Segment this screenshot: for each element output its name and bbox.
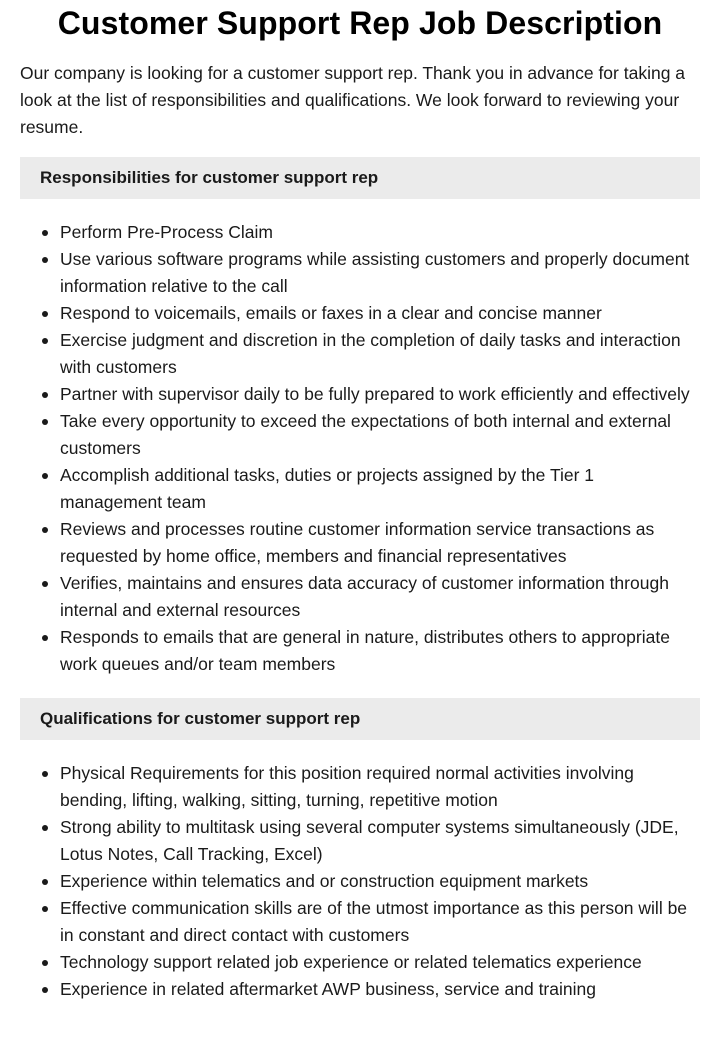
qualification-text: Physical Requirements for this position required normal activities involving bending, lifting, walking, sitting, turning, repetitive motion <box>60 763 634 810</box>
bullet-icon <box>42 338 48 344</box>
responsibility-text: Respond to voicemails, emails or faxes in a clear and concise manner <box>60 303 602 323</box>
responsibility-item <box>60 327 700 381</box>
qualification-text: Strong ability to multitask using several computer systems simultaneously (JDE, Lotus Notes, Call Tracking, Excel) <box>60 817 679 864</box>
qualification-item <box>60 976 700 1003</box>
responsibility-item <box>60 624 700 678</box>
qualification-item <box>60 949 700 976</box>
page-title: Customer Support Rep Job Description <box>57 5 663 41</box>
bullet-icon <box>42 987 48 993</box>
bullet-icon <box>42 473 48 479</box>
bullet-icon <box>42 419 48 425</box>
bullet-icon <box>42 230 48 236</box>
qualifications-heading: Qualifications for customer support rep <box>20 698 700 740</box>
responsibility-text: Exercise judgment and discretion in the completion of daily tasks and interaction with customers <box>60 330 681 377</box>
responsibility-text: Verifies, maintains and ensures data accuracy of customer information through internal and external resources <box>60 573 669 620</box>
bullet-icon <box>42 527 48 533</box>
bullet-icon <box>42 581 48 587</box>
qualification-item <box>60 895 700 949</box>
bullet-icon <box>42 311 48 317</box>
responsibility-item <box>60 570 700 624</box>
bullet-icon <box>42 879 48 885</box>
bullet-icon <box>42 825 48 831</box>
responsibility-item <box>60 246 700 300</box>
qualification-item <box>60 868 700 895</box>
bullet-icon <box>42 635 48 641</box>
responsibility-item <box>60 219 700 246</box>
bullet-icon <box>42 392 48 398</box>
responsibility-item <box>60 408 700 462</box>
responsibility-text: Accomplish additional tasks, duties or projects assigned by the Tier 1 management team <box>60 465 595 512</box>
qualification-text: Experience in related aftermarket AWP business, service and training <box>60 979 596 999</box>
responsibility-item <box>60 300 700 327</box>
qualification-text: Technology support related job experience or related telematics experience <box>60 952 642 972</box>
bullet-icon <box>42 906 48 912</box>
qualifications-list <box>20 760 700 1003</box>
responsibility-item <box>60 516 700 570</box>
qualification-text: Effective communication skills are of the utmost importance as this person will be in constant and direct contact with customers <box>60 898 688 945</box>
qualification-item <box>60 814 700 868</box>
responsibility-text: Use various software programs while assisting customers and properly document information relative to the call <box>60 249 690 296</box>
responsibility-text: Perform Pre-Process Claim <box>60 222 273 242</box>
bullet-icon <box>42 771 48 777</box>
bullet-icon <box>42 257 48 263</box>
responsibility-item <box>60 381 700 408</box>
responsibility-text: Partner with supervisor daily to be fully prepared to work efficiently and effectively <box>60 384 690 404</box>
responsibility-text: Reviews and processes routine customer information service transactions as requested by home office, members and financial representatives <box>60 519 655 566</box>
responsibility-text: Take every opportunity to exceed the expectations of both internal and external customers <box>60 411 671 458</box>
responsibility-item <box>60 462 700 516</box>
qualification-text: Experience within telematics and or construction equipment markets <box>60 871 589 891</box>
intro-paragraph: Our company is looking for a customer support rep. Thank you in advance for taking a look at the list of responsibilities and qualifications. We look forward to reviewing your resume. <box>20 63 686 137</box>
responsibility-text: Responds to emails that are general in nature, distributes others to appropriate work queues and/or team members <box>60 627 670 674</box>
responsibilities-list <box>20 219 700 678</box>
qualification-item <box>60 760 700 814</box>
bullet-icon <box>42 960 48 966</box>
responsibilities-heading: Responsibilities for customer support rep <box>20 157 700 199</box>
